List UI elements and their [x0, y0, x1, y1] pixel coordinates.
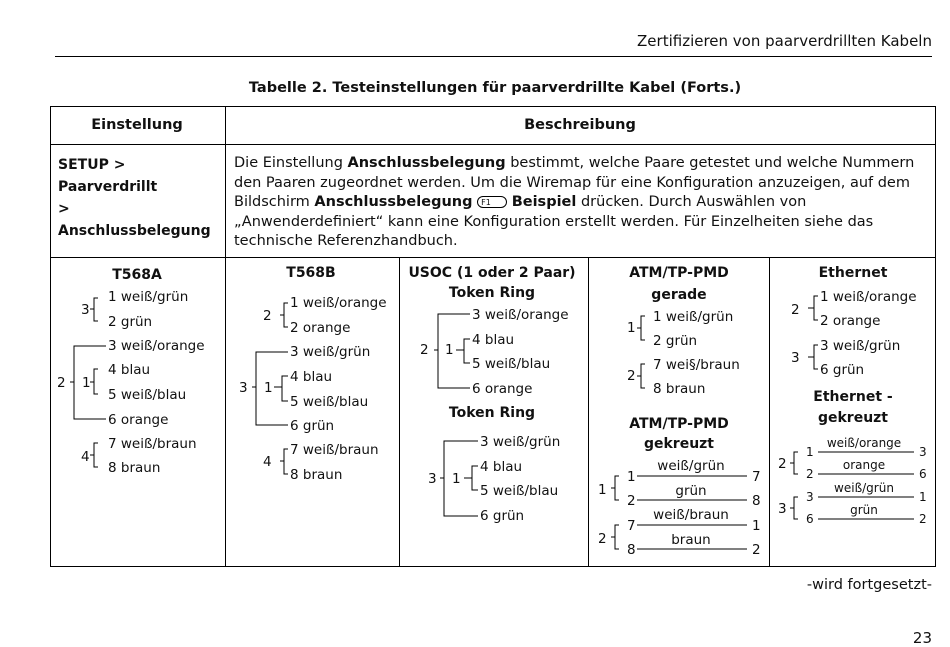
t568b-diagram [224, 256, 398, 566]
group-label: 2 [57, 375, 66, 391]
wire-label: 2 grün [108, 314, 153, 330]
wire-label: 6 orange [472, 381, 533, 397]
group-label: 1 [82, 375, 91, 391]
wire-label: 7 weiß/braun [108, 436, 197, 452]
atm-crossed-subtitle: gekreuzt [643, 436, 715, 452]
pair-bracket [274, 376, 288, 401]
wire-label: 1 weiß/orange [820, 289, 917, 305]
wire-label: 1 weiß/orange [290, 295, 387, 311]
group-label: 3 [239, 380, 248, 396]
desc-bold-term: Anschlussbelegung [314, 194, 473, 211]
t568a-diagram [50, 256, 224, 566]
wire-label: 7 weiß/braun [290, 442, 379, 458]
pin-label: 7 [627, 518, 636, 534]
pair-bracket [280, 449, 288, 474]
group-label: 2 [627, 368, 636, 384]
cable-color-label: braun [671, 532, 711, 548]
wire-label: 4 blau [290, 369, 333, 385]
group-label: 4 [81, 449, 90, 465]
continued-note: -wird fortgesetzt- [806, 577, 932, 593]
pin-label: 2 [806, 467, 814, 481]
atm-crossed-title: ATM/TP-PMD [629, 416, 729, 432]
wire-label: 5 weiß/blau [480, 483, 559, 499]
setting-path-line1: SETUP > Paarverdrillt [58, 157, 158, 195]
desc-bold-term: Beispiel [511, 194, 577, 211]
wire-label: 3 weiß/grün [290, 344, 371, 360]
desc-bold-term: Anschlussbelegung [347, 155, 506, 171]
pair-bracket [90, 298, 98, 321]
pair-bracket [464, 466, 478, 490]
group-label: 3 [81, 302, 90, 318]
wire-label: 8 braun [108, 460, 161, 476]
group-label: 1 [264, 380, 273, 396]
header-rule [55, 56, 932, 57]
group-label: 2 [778, 456, 787, 472]
atm-diagram [587, 256, 768, 566]
ethernet-crossed-title: Ethernet - [813, 389, 893, 405]
setting-path-line2: > Anschlussbelegung [58, 201, 211, 239]
cable-color-label: grün [850, 503, 878, 517]
ethernet-diagram [768, 256, 936, 566]
cable-color-label: grün [675, 483, 707, 499]
wire-label: 5 weiß/blau [290, 394, 369, 410]
wire-label: 2 orange [290, 320, 351, 336]
pin-label: 1 [627, 469, 636, 485]
ethernet-crossed-subtitle: gekreuzt [817, 410, 889, 426]
pin-label: 2 [752, 542, 761, 558]
pair-bracket [611, 525, 619, 549]
group-label: 3 [791, 350, 800, 366]
group-label: 3 [778, 501, 787, 517]
wire-label: 5 weiß/blau [108, 387, 187, 403]
pin-label: 8 [752, 493, 761, 509]
pair-bracket [456, 339, 470, 363]
t568a-title: T568A [112, 267, 162, 283]
pair-bracket [637, 364, 645, 388]
pin-label: 3 [806, 490, 814, 504]
group-label: 3 [428, 471, 437, 487]
usoc-title: USOC (1 oder 2 Paar) [408, 265, 576, 281]
pin-label: 2 [919, 512, 927, 526]
pin-label: 2 [627, 493, 636, 509]
pin-label: 6 [806, 512, 814, 526]
cable-color-label: orange [842, 458, 886, 472]
wire-label: 6 grün [820, 362, 865, 378]
desc-text: drücken. Durch Auswählen von „Anwenderdefiniert“ kann eine Konfiguration erstellt werden. Für Einzelheiten siehe das technische Referenzhandbuch. [234, 194, 874, 250]
group-label: 1 [598, 482, 607, 498]
pair-bracket [280, 303, 288, 327]
pair-bracket [90, 369, 98, 394]
wire-label: 4 blau [472, 332, 515, 348]
wire-label: 1 weiß/grün [108, 289, 189, 305]
atm-straight-title: ATM/TP-PMD [629, 265, 729, 281]
cable-color-label: weiß/braun [653, 507, 729, 523]
group-label: 4 [263, 454, 272, 470]
pair-bracket [808, 296, 818, 320]
pair-bracket [637, 316, 645, 340]
group-label: 2 [598, 531, 607, 547]
wire-label: 8 braun [290, 467, 343, 483]
group-label: 1 [445, 342, 454, 358]
wire-label: 3 weiß/orange [108, 338, 205, 354]
pair-bracket [808, 345, 818, 369]
column-header-setting: Einstellung [91, 117, 183, 133]
wire-label: 6 grün [290, 418, 335, 434]
cable-color-label: weiß/grün [834, 481, 894, 495]
token-ring-title: Token Ring [448, 405, 536, 421]
section-title: Zertifizieren von paarverdrillten Kabeln [637, 32, 932, 50]
group-label: 2 [263, 308, 272, 324]
wire-label: 3 weiß/grün [480, 434, 561, 450]
group-label: 2 [791, 302, 800, 318]
pin-label: 3 [919, 445, 927, 459]
pin-label: 7 [752, 469, 761, 485]
pin-label: 8 [627, 542, 636, 558]
f1-key-icon: F1 [477, 196, 507, 208]
pair-bracket [90, 443, 98, 467]
wire-label: 1 weiß/grün [653, 309, 734, 325]
wire-label: 8 braun [653, 381, 706, 397]
token-ring-title: Token Ring [448, 285, 536, 301]
setting-cell [58, 154, 218, 242]
page-number: 23 [912, 629, 932, 647]
usoc-diagram [398, 256, 587, 566]
desc-text: bestimmt, welche Paare getestet und welche Nummern den Paaren zugeordnet werden. Um die Wiremap für eine Konfiguration anzuzeigen, auf dem Bildschirm [234, 155, 915, 211]
pin-label: 1 [919, 490, 927, 504]
pair-bracket [790, 497, 798, 519]
cable-color-label: weiß/orange [826, 436, 902, 450]
atm-straight-subtitle: gerade [651, 287, 707, 303]
table-caption: Tabelle 2. Testeinstellungen für paarverdrillte Kabel (Forts.) [248, 80, 742, 96]
wire-label: 6 grün [480, 508, 525, 524]
description-cell [234, 154, 924, 252]
pin-label: 6 [919, 467, 927, 481]
wire-label: 5 weiß/blau [472, 356, 551, 372]
column-header-description: Beschreibung [524, 117, 636, 133]
ethernet-title: Ethernet [818, 265, 888, 281]
wire-label: 6 orange [108, 412, 169, 428]
group-label: 1 [627, 320, 636, 336]
pair-bracket [611, 476, 619, 500]
wire-label: 4 blau [108, 362, 151, 378]
group-label: 2 [420, 342, 429, 358]
group-label: 1 [452, 471, 461, 487]
wire-label: 3 weiß/grün [820, 338, 901, 354]
wire-label: 7 wei§/braun [653, 357, 740, 373]
wire-label: 2 grün [653, 333, 698, 349]
wire-label: 4 blau [480, 459, 523, 475]
pin-label: 1 [806, 445, 814, 459]
wire-label: 2 orange [820, 313, 881, 329]
cable-color-label: weiß/grün [657, 458, 725, 474]
wire-label: 3 weiß/orange [472, 307, 569, 323]
pair-bracket [790, 452, 798, 474]
t568b-title: T568B [286, 265, 336, 281]
desc-text: Die Einstellung [234, 155, 348, 171]
header-row-divider [51, 144, 935, 145]
pin-label: 1 [752, 518, 761, 534]
